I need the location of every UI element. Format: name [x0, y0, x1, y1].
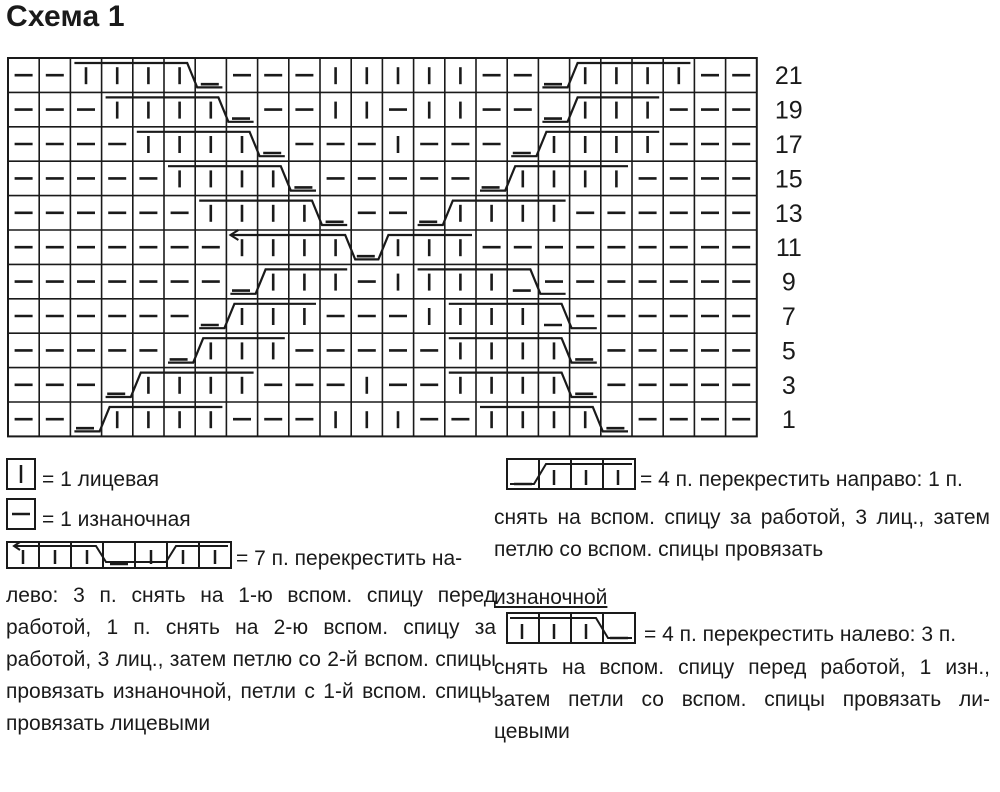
- cross-right-symbol: [506, 458, 636, 490]
- legend-cross-left-description: снять на вспом. спицу перед работой, 1 изн., затем петли со вспом. спицы провязать ли-цевыми: [494, 656, 990, 743]
- legend-cross-right-description: снять на вспом. спицу за работой, 3 лиц., затем петлю со вспом. спицы провязать: [494, 506, 990, 561]
- legend-cable7-first: = 7 п. перекрестить на-: [236, 547, 463, 570]
- row-number: 21: [774, 62, 803, 91]
- row-number: 9: [781, 268, 796, 297]
- cable7-symbol: [6, 536, 232, 570]
- legend-cross-right-first: = 4 п. перекрестить направо: 1 п.: [640, 468, 963, 491]
- row-number: 11: [775, 234, 802, 263]
- cross-left-symbol: [506, 612, 636, 644]
- row-number: 17: [774, 131, 803, 159]
- purl-symbol: [6, 498, 36, 530]
- row-number: 13: [774, 199, 803, 228]
- row-number: 1: [781, 406, 796, 435]
- legend-cross-left-first: = 4 п. перекрестить налево: 3 п.: [644, 623, 957, 646]
- legend-knit: = 1 лицевая: [42, 468, 160, 491]
- knit-symbol: [6, 458, 36, 490]
- row-number: 19: [774, 96, 803, 125]
- row-number: 15: [774, 165, 803, 194]
- row-number: 7: [781, 303, 796, 331]
- chart-title: Схема 1: [6, 0, 125, 33]
- legend-cable7-description: лево: 3 п. снять на 1-ю вспом. спицу перед работой, 1 п. снять на 2-ю вспом. спицу за работой, 3 лиц., затем петлю со 2-й вспом. спицы провязать изнаночной, петли с 1-й вспом. спицы провязать лицевыми: [6, 584, 496, 735]
- row-number: 3: [781, 371, 796, 400]
- row-number: 5: [781, 337, 796, 366]
- legend-cross-right-last: изнаночной: [494, 586, 608, 609]
- legend-purl: = 1 изнаночная: [42, 508, 191, 531]
